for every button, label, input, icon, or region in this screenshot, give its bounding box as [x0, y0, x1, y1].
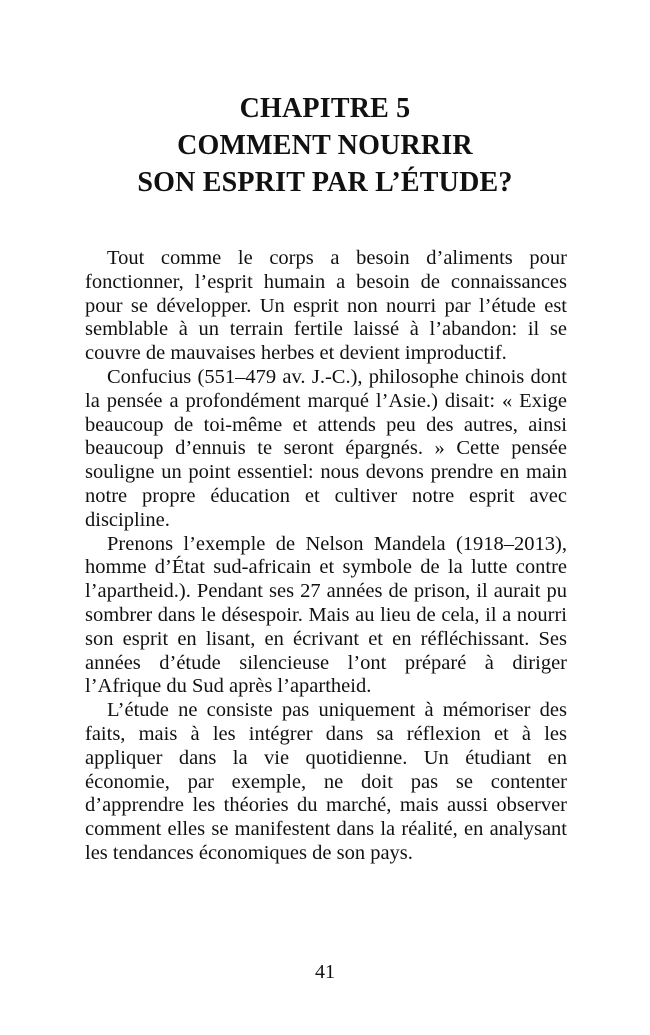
page-number: 41 [315, 961, 335, 983]
chapter-title-line-2: SON ESPRIT PAR L’ÉTUDE? [137, 167, 513, 198]
paragraph-confucius: Confucius (551–479 av. J.-C.), philosophe chinois dont la pensée a profondément marqué l’Asie.) disait: « Exige beaucoup de toi-même et attends peu des autres, ainsi beaucoup d’ennuis te seront épargnés. » Cette pensée souligne un point essentiel: nous devons prendre en main notre propre éducation et cultiver notre esprit avec discipline. [85, 365, 567, 531]
chapter-title [0, 90, 650, 201]
body-text [85, 247, 567, 866]
chapter-number: CHAPITRE 5 [239, 93, 411, 124]
chapter-title-line-1: COMMENT NOURRIR [177, 130, 473, 161]
paragraph-etude: L’étude ne consiste pas uniquement à mémoriser des faits, mais à les intégrer dans sa réflexion et à les appliquer dans la vie quotidienne. Un étudiant en économie, par exemple, ne doit pas se contenter d’apprendre les théories du marché, mais aussi observer comment elles se manifestent dans la réalité, en analysant les tendances économiques de son pays. [85, 699, 567, 864]
paragraph-intro: Tout comme le corps a besoin d’aliments pour fonctionner, l’esprit humain a besoin de connaissances pour se développer. Un esprit non nourri par l’étude est semblable à un terrain fertile laissé à l’abandon: il se couvre de mauvaises herbes et devient improductif. [85, 247, 567, 365]
paragraph-mandela: Prenons l’exemple de Nelson Mandela (1918–2013), homme d’État sud-africain et symbole de la lutte contre l’apartheid.). Pendant ses 27 années de prison, il aurait pu sombrer dans le désespoir. Mais au lieu de cela, il a nourri son esprit en lisant, en écrivant et en réfléchissant. Ses années d’étude silencieuse l’ont préparé à diriger l’Afrique du Sud après l’apartheid. [85, 532, 567, 698]
